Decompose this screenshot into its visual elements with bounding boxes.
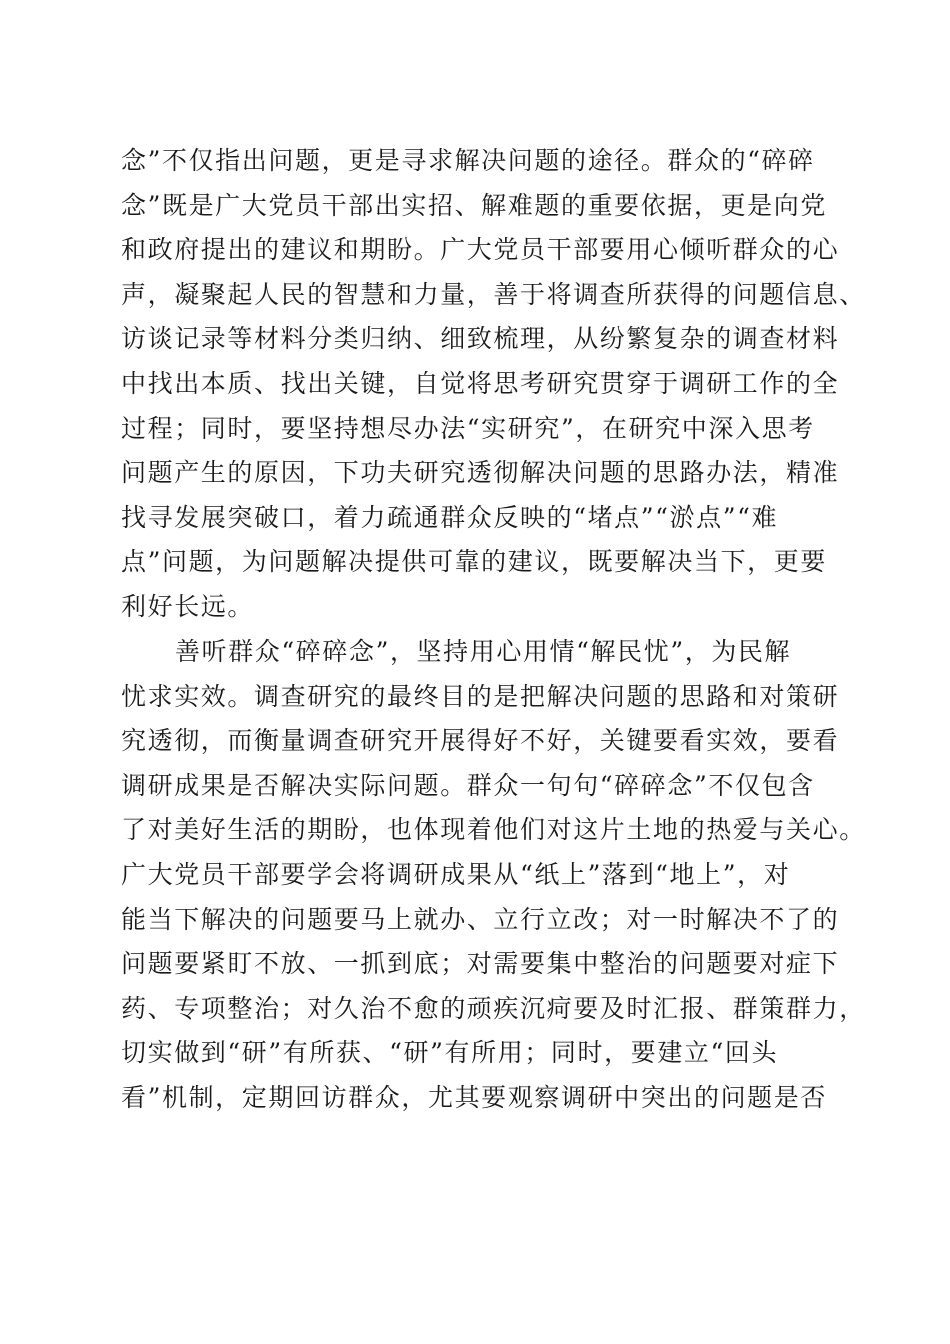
paragraph-line: 药、专项整治；对久治不愈的顽疾沉疴要及时汇报、群策群力， [121,993,866,1023]
paragraph-line: 点”问题，为问题解决提供可靠的建议，既要解决当下，更要 [121,547,827,577]
paragraph-line: 过程；同时，要坚持想尽办法“实研究”，在研究中深入思考 [121,413,815,443]
paragraph-line: 看”机制，定期回访群众，尤其要观察调研中突出的问题是否 [121,1082,827,1112]
paragraph-line: 访谈记录等材料分类归纳、细致梳理，从纷繁复杂的调查材料 [121,324,840,354]
paragraph-line: 念”既是广大党员干部出实招、解难题的重要依据，更是向党 [121,190,827,220]
paragraph-line: 调研成果是否解决实际问题。群众一句句“碎碎念”不仅包含 [121,770,815,800]
paragraph-1 [121,139,866,630]
paragraph-line: 声，凝聚起人民的智慧和力量，善于将调查所获得的问题信息、 [121,279,866,309]
paragraph-line: 了对美好生活的期盼，也体现着他们对这片土地的热爱与关心。 [121,815,866,845]
paragraph-line: 究透彻，而衡量调查研究开展得好不好，关键要看实效，要看 [121,726,840,756]
paragraph-line: 中找出本质、找出关键，自觉将思考研究贯穿于调研工作的全 [121,368,840,398]
paragraph-line: 善听群众“碎碎念”，坚持用心用情“解民忧”，为民解 [175,637,792,666]
paragraph-line: 利好长远。 [121,591,255,621]
paragraph-line: 广大党员干部要学会将调研成果从“纸上”落到“地上”，对 [121,859,791,889]
paragraph-line: 能当下解决的问题要马上就办、立行立改；对一时解决不了的 [121,904,840,934]
paragraph-line: 问题要紧盯不放、一抓到底；对需要集中整治的问题要对症下 [121,949,840,979]
paragraph-line: 忧求实效。调查研究的最终目的是把解决问题的思路和对策研 [121,681,840,711]
paragraph-line: 和政府提出的建议和期盼。广大党员干部要用心倾听群众的心 [121,235,840,265]
paragraph-line: 找寻发展突破口，着力疏通群众反映的“堵点”“淤点”“难 [121,502,779,532]
paragraph-line: 问题产生的原因，下功夫研究透彻解决问题的思路办法，精准 [121,458,840,488]
paragraph-line: 念”不仅指出问题，更是寻求解决问题的途径。群众的“碎碎 [121,146,815,175]
paragraph-line: 切实做到“研”有所获、“研”有所用；同时，要建立“回头 [121,1038,779,1068]
paragraph-2 [121,630,866,1121]
